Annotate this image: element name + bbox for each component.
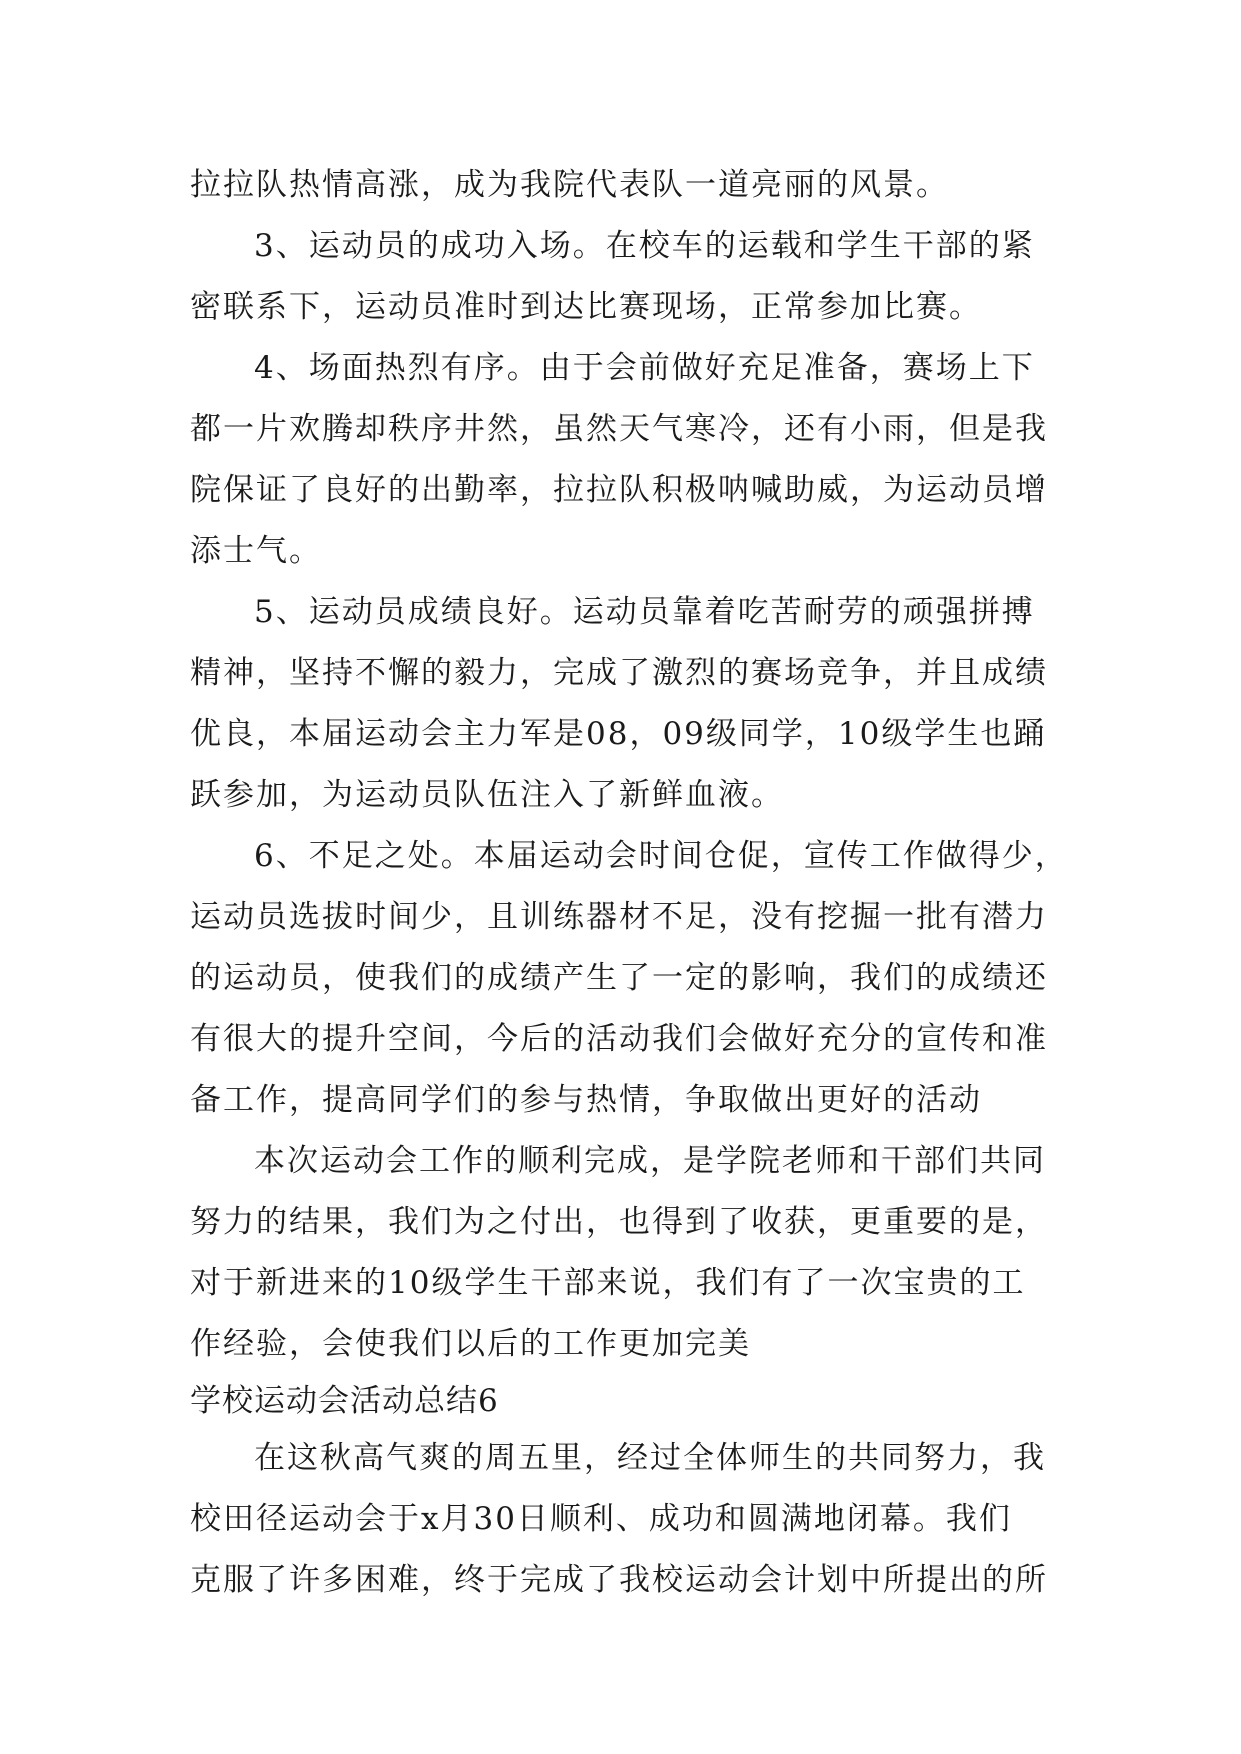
text-line: 院保证了良好的出勤率，拉拉队积极呐喊助威，为运动员增 <box>190 472 1048 508</box>
text-line: 校田径运动会于x月30日顺利、成功和圆满地闭幕。我们 <box>190 1501 1012 1537</box>
text-line: 6、不足之处。本届运动会时间仓促，宣传工作做得少， <box>254 838 1068 874</box>
text-line: 添士气。 <box>190 533 322 569</box>
text-line: 在这秋高气爽的周五里，经过全体师生的共同努力，我 <box>254 1440 1046 1476</box>
text-line: 密联系下，运动员准时到达比赛现场，正常参加比赛。 <box>190 289 982 325</box>
text-line: 优良，本届运动会主力军是08，09级同学，10级学生也踊 <box>190 716 1047 752</box>
text-line: 运动员选拔时间少，且训练器材不足，没有挖掘一批有潜力 <box>190 899 1048 935</box>
text-line: 本次运动会工作的顺利完成，是学院老师和干部们共同 <box>254 1143 1046 1179</box>
text-line: 对于新进来的10级学生干部来说，我们有了一次宝贵的工 <box>190 1265 1026 1301</box>
section-heading: 学校运动会活动总结6 <box>190 1383 499 1419</box>
text-line: 的运动员，使我们的成绩产生了一定的影响，我们的成绩还 <box>190 960 1048 996</box>
text-line: 拉拉队热情高涨，成为我院代表队一道亮丽的风景。 <box>190 167 949 203</box>
text-line: 作经验，会使我们以后的工作更加完美 <box>190 1326 751 1362</box>
text-line: 都一片欢腾却秩序井然，虽然天气寒冷，还有小雨，但是我 <box>190 411 1048 447</box>
text-line: 3、运动员的成功入场。在校车的运载和学生干部的紧 <box>254 228 1035 264</box>
document-body <box>190 155 1068 1611</box>
text-line: 备工作，提高同学们的参与热情，争取做出更好的活动 <box>190 1082 982 1118</box>
text-line: 克服了许多困难，终于完成了我校运动会计划中所提出的所 <box>190 1562 1048 1598</box>
text-line: 4、场面热烈有序。由于会前做好充足准备，赛场上下 <box>254 350 1035 386</box>
text-line: 努力的结果，我们为之付出，也得到了收获，更重要的是， <box>190 1204 1048 1240</box>
text-line: 精神，坚持不懈的毅力，完成了激烈的赛场竞争，并且成绩 <box>190 655 1048 691</box>
text-line: 跃参加，为运动员队伍注入了新鲜血液。 <box>190 777 784 813</box>
text-line: 5、运动员成绩良好。运动员靠着吃苦耐劳的顽强拼搏 <box>254 594 1035 630</box>
text-line: 有很大的提升空间，今后的活动我们会做好充分的宣传和准 <box>190 1021 1048 1057</box>
